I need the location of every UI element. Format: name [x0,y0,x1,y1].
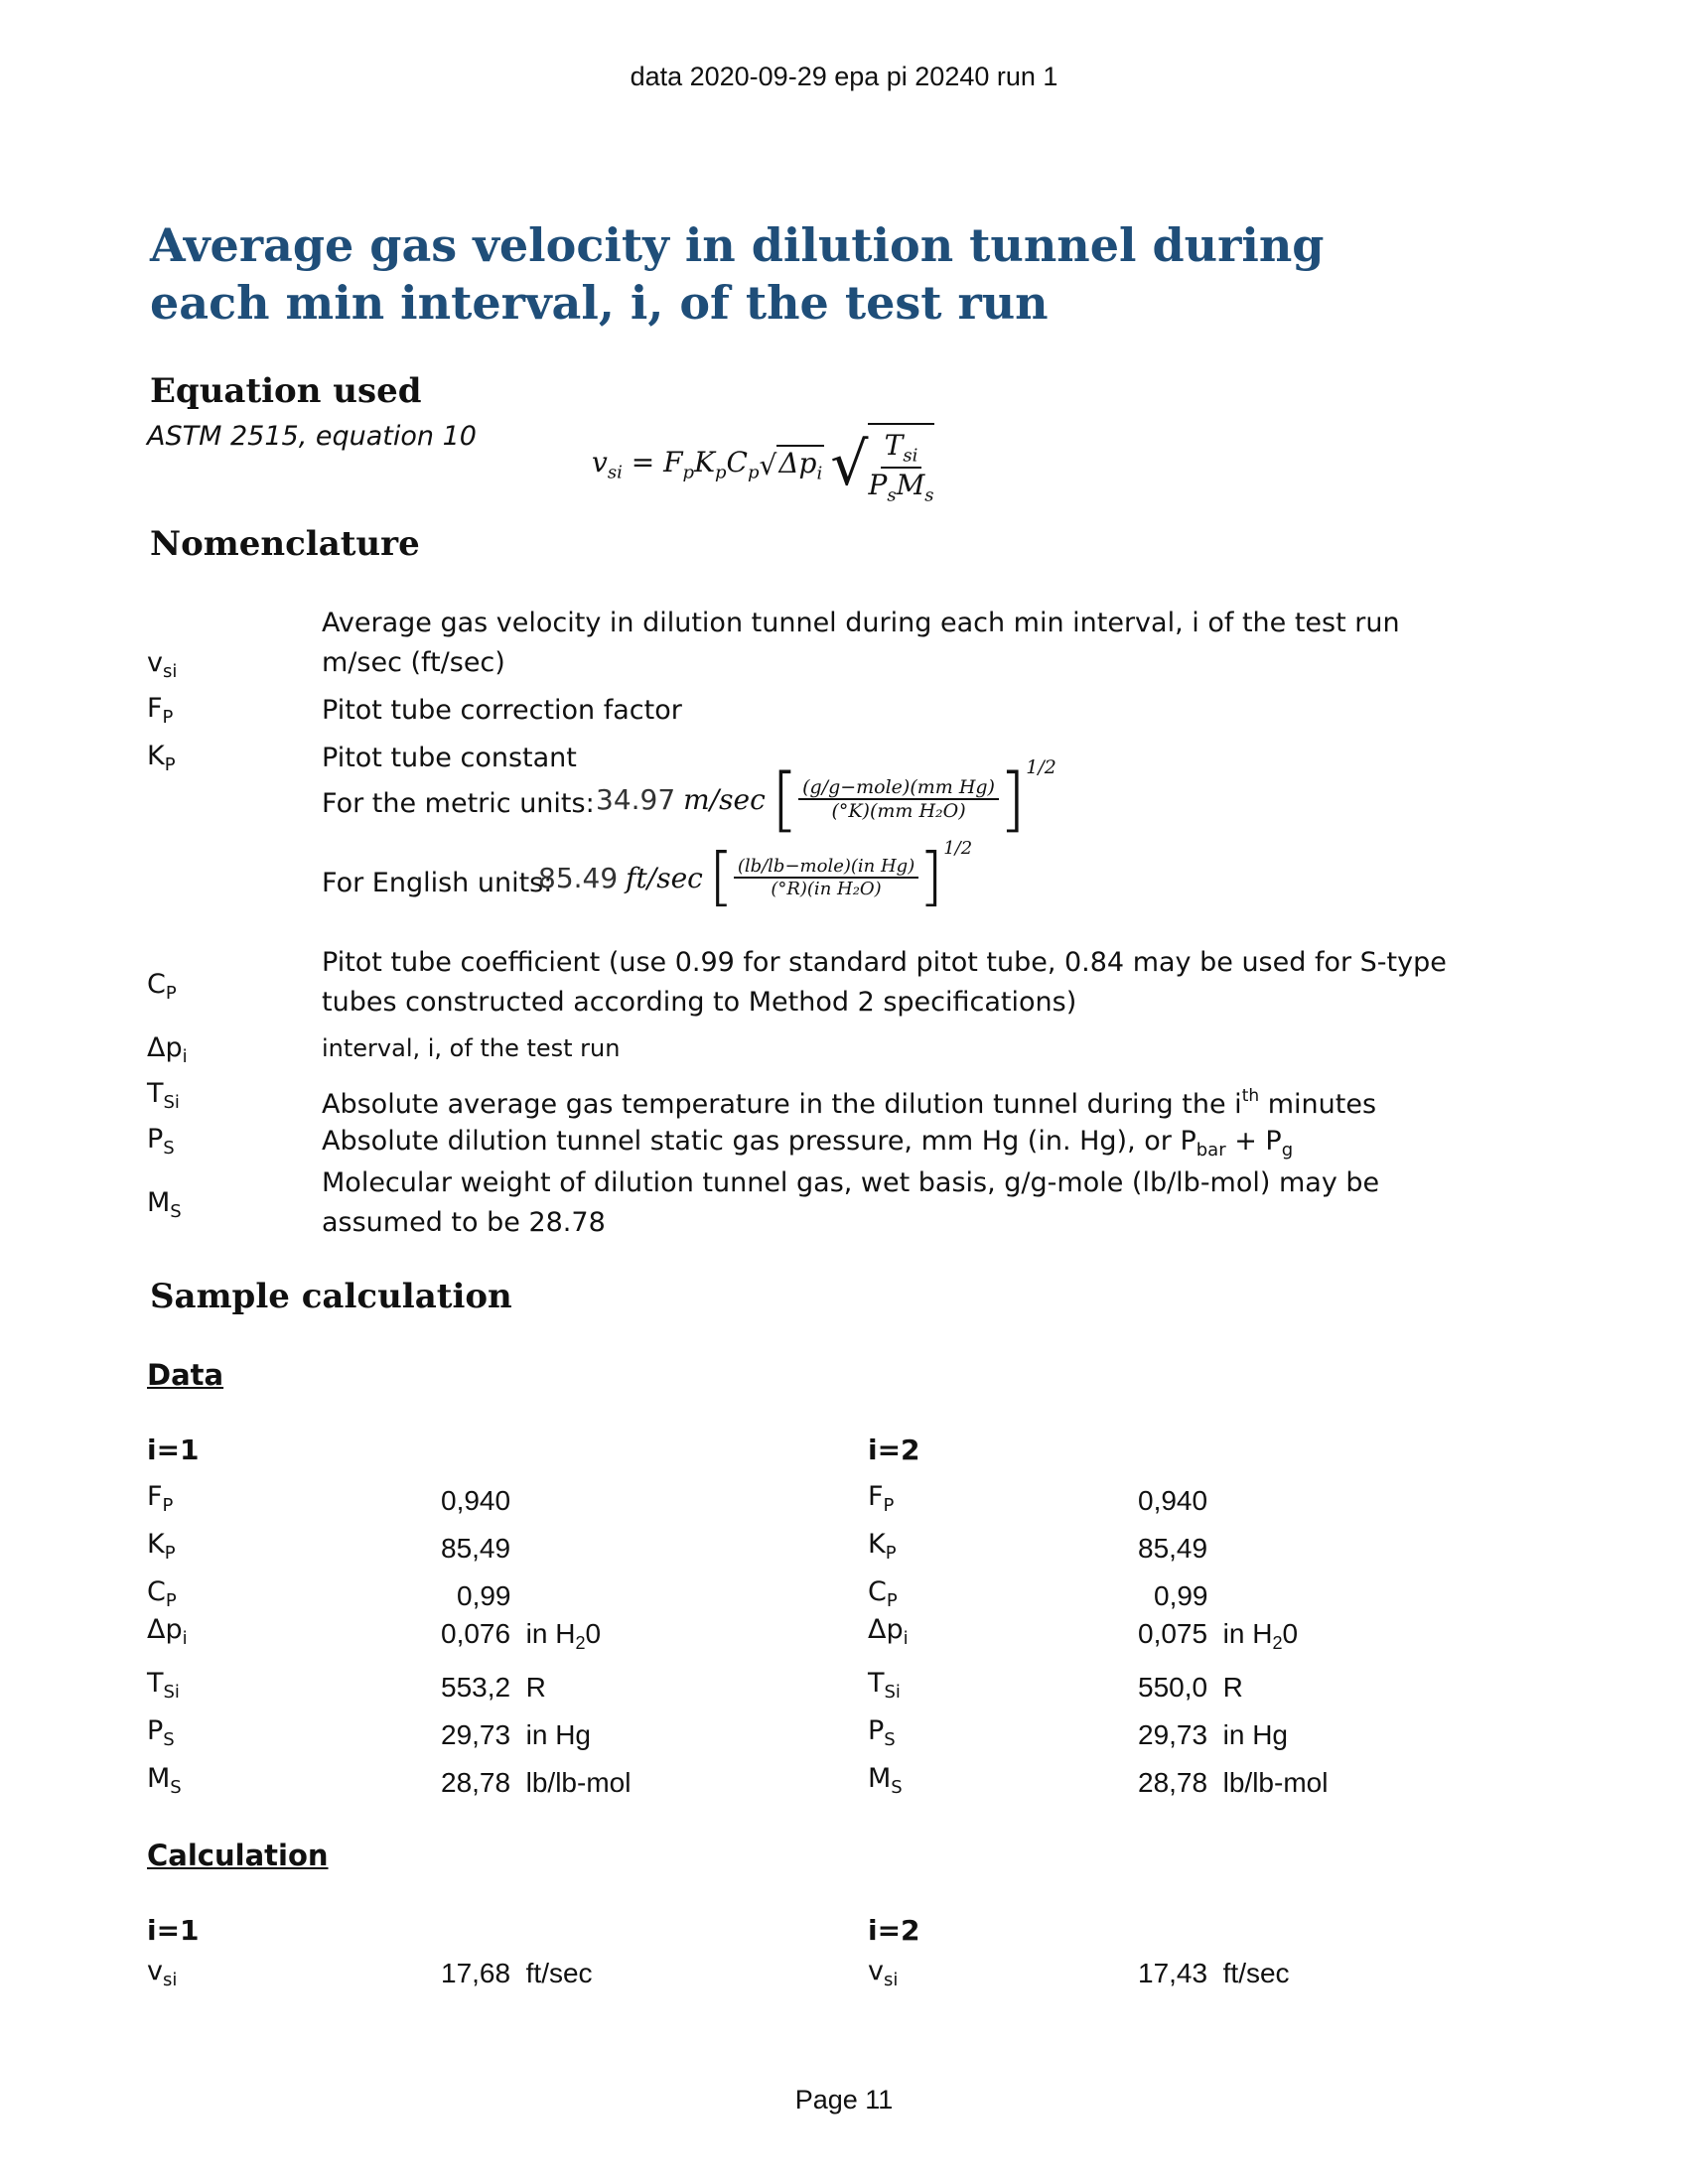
tsi-description: Absolute average gas temperature in the dilution tunnel during the $i^{th}$ minutes [322,1086,1377,1120]
calc-col2-label: i=2 [868,1914,920,1947]
title-line-2: each min interval, i, of the test run [150,276,1049,330]
equation-heading: Equation used [150,371,422,411]
calc-col1-vsi-row: 17,68 ft/sec [441,1958,593,1988]
col1-symbol-kp: $K_P$ [147,1529,176,1564]
calc-col2-symbol-vsi: $v_{si}$ [868,1956,899,1990]
col1-symbol-ms: $M_S$ [147,1763,182,1798]
col2-tsi-row: 550,0 R [1138,1672,1243,1703]
col1-symbol-ps: $P_S$ [147,1715,175,1750]
fp-description: Pitot tube correction factor [322,695,682,726]
symbol-kp: $K_P$ [147,741,176,775]
symbol-dpi: $\Delta p_i$ [147,1032,188,1067]
page-header: data 2020-09-29 epa pi 20240 run 1 [630,62,1058,91]
col2-symbol-ms: $M_S$ [868,1763,903,1798]
english-units-constant: 85.49 ft/sec [ $\frac{\text{(lb/lb−mole)(in Hg)}}{\text{(°R)(in H₂O)}}$ ] 1/2 [538,838,973,914]
col2-symbol-dpi: $\Delta p_i$ [868,1614,909,1649]
title-line-1: Average gas velocity in dilution tunnel during [150,218,1325,272]
col1-ps-row: 29,73 in Hg [441,1719,592,1750]
col1-dp-row: 0,076 in $H_20$ [441,1618,602,1653]
equation-reference: ASTM 2515, equation 10 [147,421,477,452]
col2-ps-row: 29,73 in Hg [1138,1719,1289,1750]
col1-symbol-cp: $C_P$ [147,1576,177,1611]
symbol-tsi: $T_{Si}$ [147,1078,180,1113]
symbol-ms: $M_S$ [147,1187,182,1222]
ps-description: Absolute dilution tunnel static gas pressure, mm Hg (in. Hg), or $P_{bar} + P_g$ [322,1126,1294,1160]
dpi-description: interval, i, of the test run [322,1034,621,1062]
calc-col1-symbol-vsi: $v_{si}$ [147,1956,178,1990]
col2-fp-value: 0,940 [1138,1485,1208,1516]
col2-label: i=2 [868,1433,920,1466]
col1-ms-row: 28,78 lb/lb-mol [441,1767,632,1798]
symbol-vsi: $v_{si}$ [147,647,178,682]
velocity-equation: $v_{si} = F_pK_pC_p$ √ $\Delta p_i$ √ $\frac{T_{si}}{P_sM_s}$ [592,415,934,514]
nomenclature-heading: Nomenclature [150,524,420,564]
calculation-heading: Calculation [147,1839,329,1872]
col2-symbol-kp: $K_P$ [868,1529,897,1564]
kp-description: Pitot tube constant [322,743,577,773]
col2-symbol-ps: $P_S$ [868,1715,896,1750]
metric-units-constant: 34.97 m/sec [ $\frac{\text{(g/g−mole)(mm Hg)}}{\text{(°K)(mm H₂O)}}$ ] 1/2 [596,756,1056,840]
sample-calculation-heading: Sample calculation [150,1277,512,1316]
col2-symbol-fp: $F_P$ [868,1481,895,1516]
col1-symbol-dpi: $\Delta p_i$ [147,1614,188,1649]
vsi-description: Average gas velocity in dilution tunnel during each min interval, i of the test run m/sec (ft/sec) [322,608,1400,678]
english-units-label: For English units: [322,868,553,898]
col1-fp-value: 0,940 [441,1485,511,1516]
col1-symbol-tsi: $T_{Si}$ [147,1668,180,1703]
col2-ms-row: 28,78 lb/lb-mol [1138,1767,1329,1798]
col1-symbol-fp: $F_P$ [147,1481,174,1516]
ms-description: Molecular weight of dilution tunnel gas, wet basis, g/g-mole (lb/lb-mol) may be assumed to be 28.78 [322,1167,1380,1238]
col1-tsi-row: 553,2 R [441,1672,546,1703]
metric-units-label: For the metric units: [322,788,595,819]
symbol-cp: $C_P$ [147,969,177,1004]
col1-cp-value: 0,99 [457,1580,511,1611]
page-number: Page 11 [794,2085,894,2115]
col2-cp-value: 0,99 [1154,1580,1208,1611]
page-title [150,216,1441,332]
cp-description: Pitot tube coefficient (use 0.99 for standard pitot tube, 0.84 may be used for S-type tubes constructed according to Method 2 specifications) [322,947,1447,1018]
col2-symbol-cp: $C_P$ [868,1576,898,1611]
col1-label: i=1 [147,1433,200,1466]
col2-dp-row: 0,075 in $H_20$ [1138,1618,1299,1653]
calc-col2-vsi-row: 17,43 ft/sec [1138,1958,1290,1988]
data-heading: Data [147,1358,224,1392]
calc-col1-label: i=1 [147,1914,200,1947]
symbol-fp: $F_P$ [147,693,174,728]
col1-kp-value: 85,49 [441,1533,511,1564]
symbol-ps: $P_S$ [147,1124,175,1159]
col2-symbol-tsi: $T_{Si}$ [868,1668,901,1703]
col2-kp-value: 85,49 [1138,1533,1208,1564]
